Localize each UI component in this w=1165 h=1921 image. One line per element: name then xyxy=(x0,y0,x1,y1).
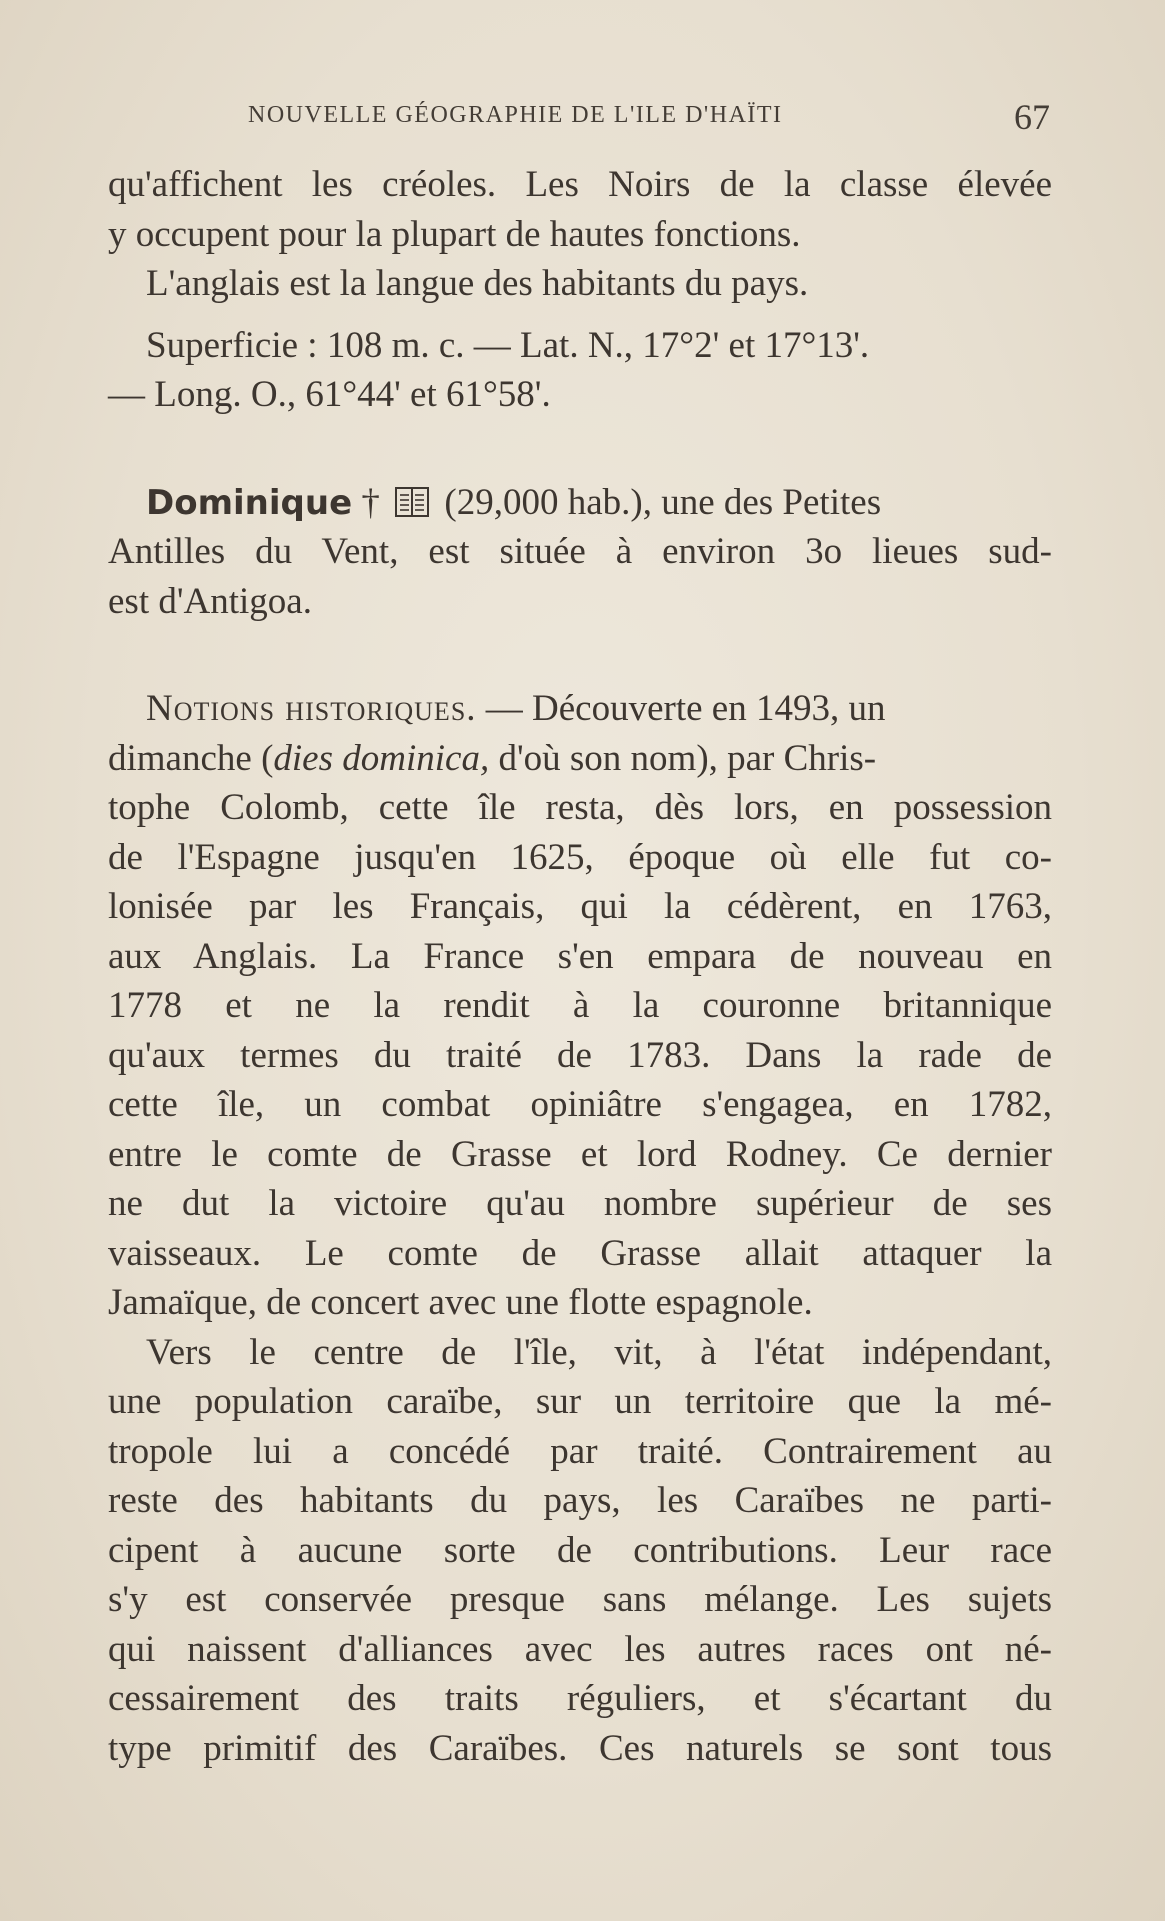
text-line: qu'affichent les créoles. Les Noirs de la classe élevée xyxy=(108,164,1052,205)
text-line: cessairement des traits réguliers, et s'écartant du xyxy=(108,1678,1052,1719)
text-line xyxy=(108,734,1052,784)
text-line xyxy=(108,478,1052,528)
text-line: 1778 et ne la rendit à la couronne britannique xyxy=(108,985,1052,1026)
text-line: Vers le centre de l'île, vit, à l'état indépendant, xyxy=(146,1331,1052,1373)
text-line: Jamaïque, de concert avec une flotte espagnole. xyxy=(108,1282,813,1323)
text-line: aux Anglais. La France s'en empara de nouveau en xyxy=(108,935,1052,977)
running-title: NOUVELLE GÉOGRAPHIE DE L'ILE D'HAÏTI xyxy=(248,102,783,128)
text-line: cipent à aucune sorte de contributions. Leur race xyxy=(108,1529,1052,1571)
page-body xyxy=(108,160,1052,1773)
text-line: tophe Colomb, cette île resta, dès lors, en possession xyxy=(108,787,1052,828)
text-line: Superficie : 108 m. c. — Lat. N., 17°2' et 17°13'. xyxy=(146,324,870,366)
text-fragment: d'où son nom), par Chris- xyxy=(489,737,877,779)
text-line: L'anglais est la langue des habitants du pays. xyxy=(146,263,809,304)
section-heading: Notions historiques. xyxy=(146,688,477,729)
text-line: une population caraïbe, sur un territoire que la mé- xyxy=(108,1381,1052,1422)
text-line: est d'Antigoa. xyxy=(108,580,312,622)
text-line: lonisée par les Français, qui la cédèrent, en 1763, xyxy=(108,886,1052,927)
text-line: entre le comte de Grasse et lord Rodney. Ce dernier xyxy=(108,1133,1052,1175)
text-line: cette île, un combat opiniâtre s'engagea, en 1782, xyxy=(108,1084,1052,1125)
text-line: de l'Espagne jusqu'en 1625, époque où elle fut co- xyxy=(108,836,1052,878)
text-line: reste des habitants du pays, les Caraïbes ne parti- xyxy=(108,1480,1052,1521)
text-fragment: dimanche ( xyxy=(108,737,274,779)
paragraph-creoles xyxy=(108,160,1052,309)
latin-phrase: dies dominica, xyxy=(273,737,490,779)
text-fragment: (29,000 hab.), une des Petites xyxy=(444,481,882,523)
text-line: s'y est conservée presque sans mélange. Les sujets xyxy=(108,1579,1052,1620)
page-number: 67 xyxy=(1014,97,1050,137)
text-line: — Long. O., 61°44' et 61°58'. xyxy=(108,374,551,415)
text-line: y occupent pour la plupart de hautes fonctions. xyxy=(108,213,801,255)
text-line: type primitif des Caraïbes. Ces naturels se sont tous xyxy=(108,1727,1052,1769)
paragraph-dominique xyxy=(108,478,1052,627)
text-line: tropole lui a concédé par traité. Contrairement au xyxy=(108,1430,1052,1472)
paragraph-superficie xyxy=(108,321,1052,420)
text-line: Antilles du Vent, est située à environ 3o lieues sud- xyxy=(108,531,1052,572)
text-fragment: — Découverte en 1493, un xyxy=(485,688,886,729)
page-header xyxy=(248,96,1050,140)
text-line: qui naissent d'alliances avec les autres races ont né- xyxy=(108,1628,1052,1670)
entry-title: Dominique xyxy=(146,482,353,523)
text-line xyxy=(108,684,1052,734)
dagger-mark: † xyxy=(361,481,380,523)
book-icon xyxy=(395,487,429,517)
text-line: ne dut la victoire qu'au nombre supérieur de ses xyxy=(108,1183,1052,1224)
paragraph-population-caraibe xyxy=(108,1328,1052,1774)
text-line: qu'aux termes du traité de 1783. Dans la rade de xyxy=(108,1034,1052,1076)
text-line: vaisseaux. Le comte de Grasse allait attaquer la xyxy=(108,1232,1052,1274)
paragraph-notions-historiques xyxy=(108,684,1052,1328)
